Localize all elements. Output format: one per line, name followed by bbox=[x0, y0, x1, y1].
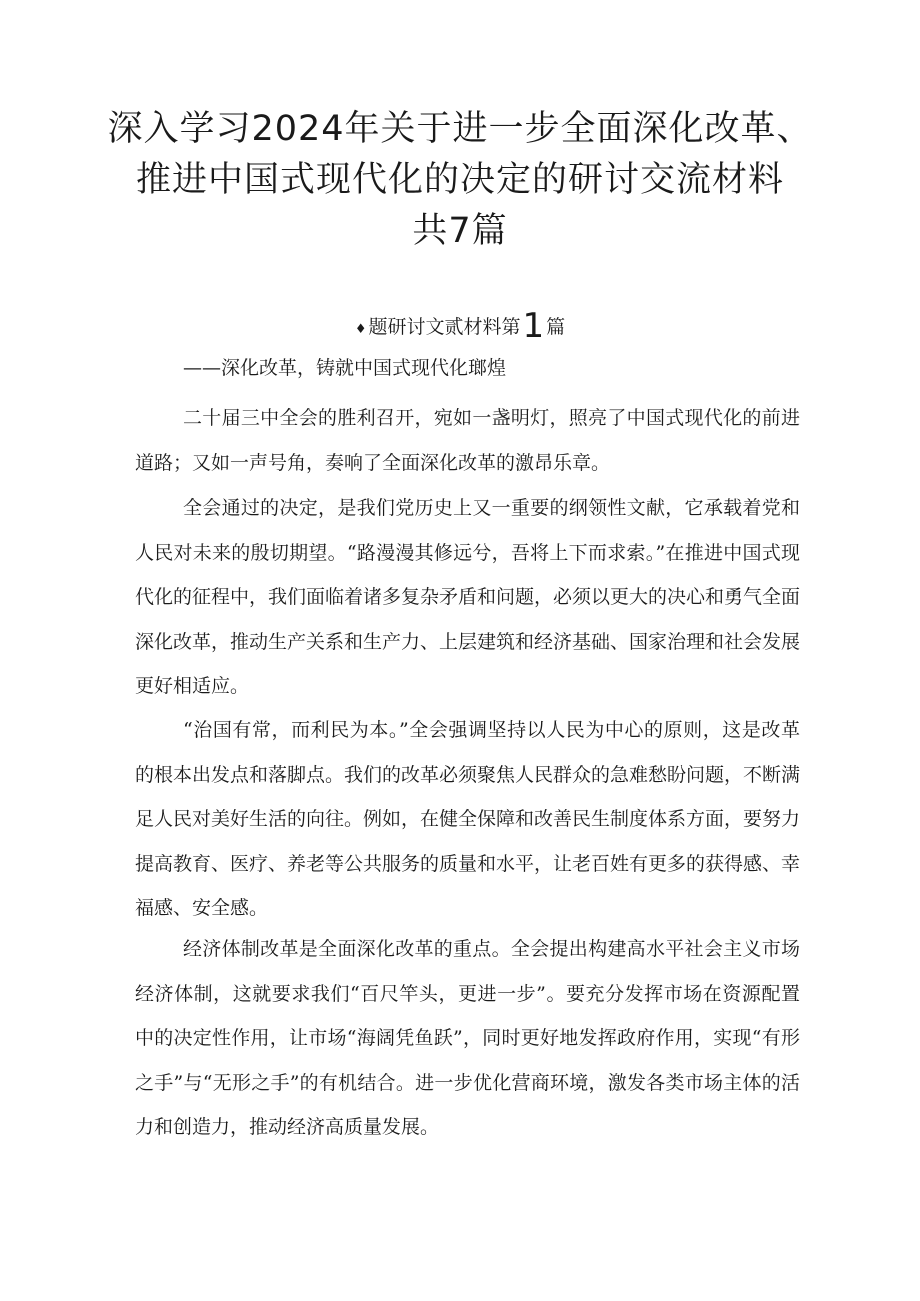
section-heading bbox=[0, 308, 920, 348]
title-line-1: 深入学习2024年关于进一步全面深化改革、 bbox=[107, 109, 813, 149]
document-title bbox=[100, 104, 820, 257]
paragraph-2: 全会通过的决定，是我们党历史上又一重要的纲领性文献，它承载着党和人民对未来的殷切期望。“路漫漫其修远兮，吾将上下而求索。”在推进中国式现代化的征程中，我们面临着诸多复杂矛盾和问题，必须以更大的决心和勇气全面深化改革，推动生产关系和生产力、上层建筑和经济基础、国家治理和社会发展更好相适应。 bbox=[135, 497, 801, 697]
section-label-suffix: 篇 bbox=[546, 316, 566, 338]
section-number: 1 bbox=[522, 306, 545, 346]
paragraph-4: 经济体制改革是全面深化改革的重点。全会提出构建高水平社会主义市场经济体制，这就要求我们“百尺竿头，更进一步”。要充分发挥市场在资源配置中的决定性作用，让市场“海阔凭鱼跃”，同时更好地发挥政府作用，实现“有形之手”与“无形之手”的有机结合。进一步优化营商环境，激发各类市场主体的活力和创造力，推动经济高质量发展。 bbox=[135, 938, 800, 1138]
title-line-3: 共7篇 bbox=[412, 211, 508, 251]
diamond-bullet-icon: ♦ bbox=[354, 322, 367, 337]
paragraph-1: 二十届三中全会的胜利召开，宛如一盏明灯，照亮了中国式现代化的前进道路；又如一声号角，奏响了全面深化改革的激昂乐章。 bbox=[135, 407, 800, 474]
paragraph-3: “治国有常，而利民为本。”全会强调坚持以人民为中心的原则，这是改革的根本出发点和落脚点。我们的改革必须聚焦人民群众的急难愁盼问题，不断满足人民对美好生活的向往。例如，在健全保障和改善民生制度体系方面，要努力提高教育、医疗、养老等公共服务的质量和水平，让老百姓有更多的获得感、幸福感、安全感。 bbox=[135, 719, 801, 919]
section-label: 题研讨文贰材料第 bbox=[368, 316, 521, 338]
title-line-2: 推进中国式现代化的决定的研讨交流材料 bbox=[135, 160, 784, 200]
section-subtitle: ——深化改革，铸就中国式现代化瑯煌 bbox=[183, 357, 507, 379]
